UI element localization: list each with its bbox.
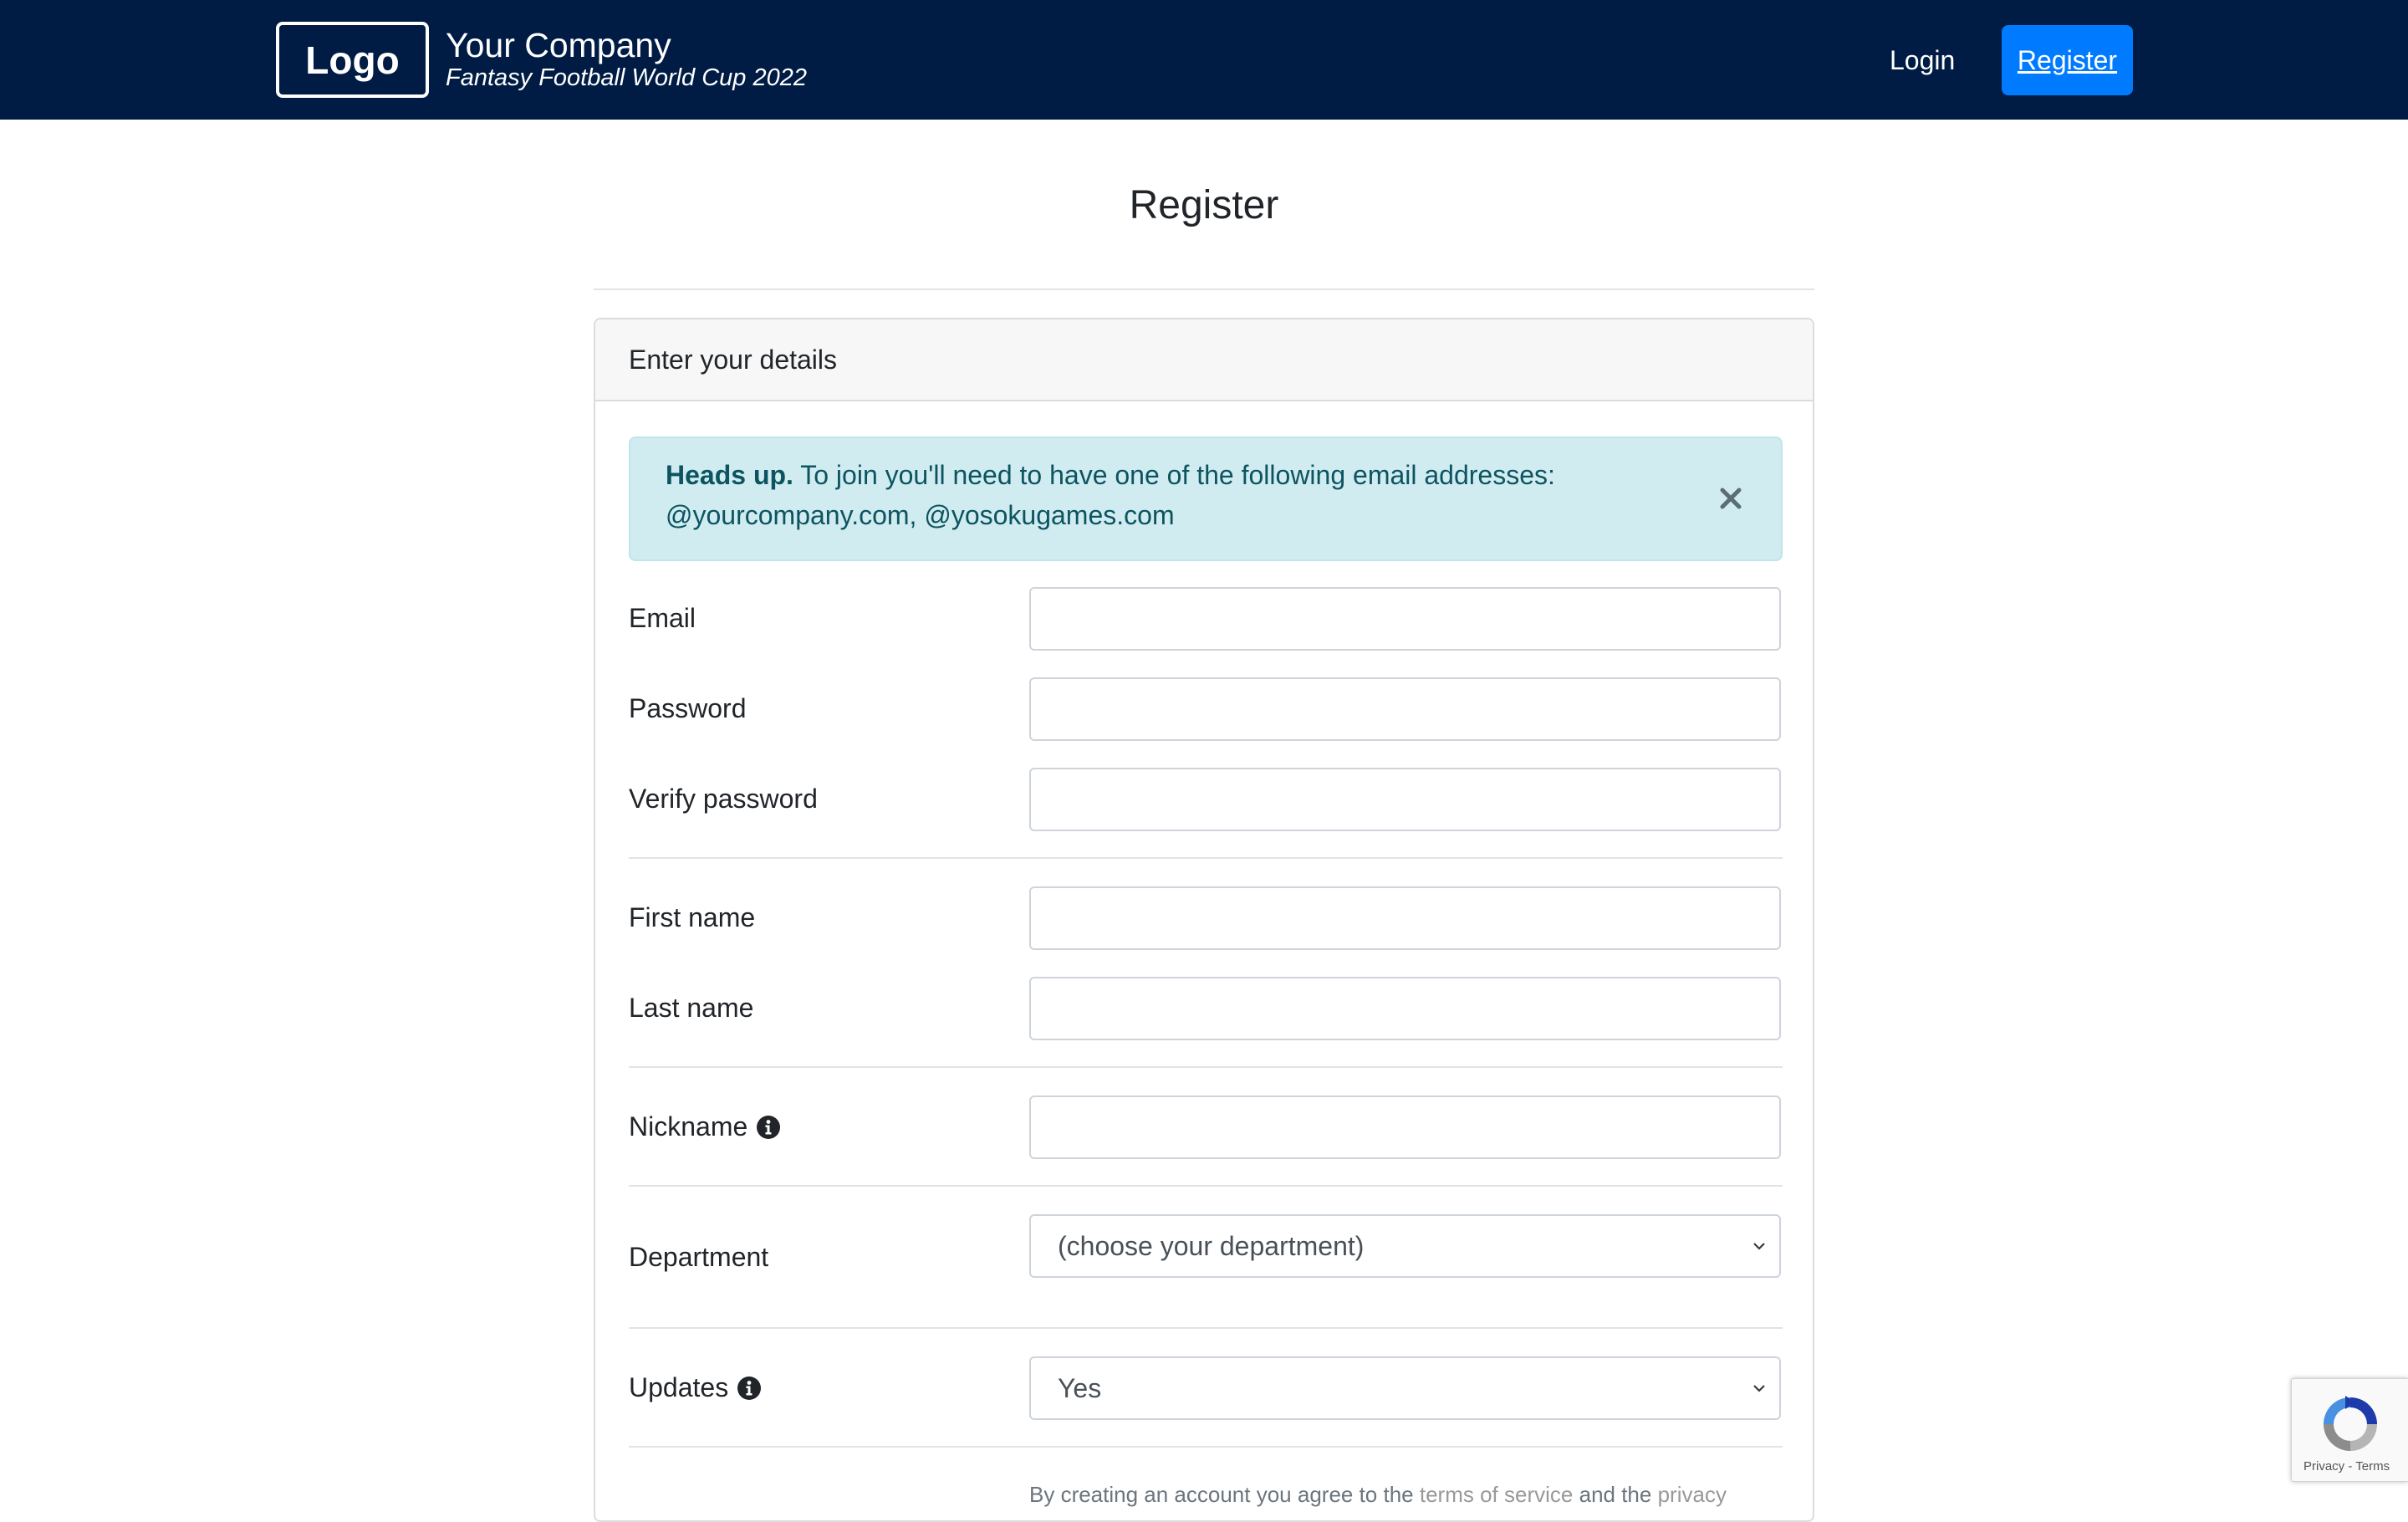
nickname-field[interactable] xyxy=(1029,1096,1781,1159)
nickname-label: Nickname xyxy=(629,1111,781,1142)
recaptcha-privacy-link[interactable]: Privacy xyxy=(2303,1459,2345,1473)
terms-notice: By creating an account you agree to the terms of service and the privacy xyxy=(1029,1482,1727,1507)
alert-heading: Heads up. xyxy=(666,460,793,490)
chevron-down-icon xyxy=(1749,1236,1769,1256)
email-field[interactable] xyxy=(1029,587,1781,651)
recaptcha-links: Privacy - Terms xyxy=(2303,1459,2390,1473)
recaptcha-badge[interactable] xyxy=(2291,1378,2408,1482)
title-divider xyxy=(594,289,1814,290)
info-icon[interactable] xyxy=(737,1376,762,1401)
updates-label: Updates xyxy=(629,1372,762,1403)
card-header xyxy=(595,319,1813,401)
department-select[interactable] xyxy=(1029,1214,1781,1278)
login-link[interactable]: Login xyxy=(1890,45,1956,75)
password-field[interactable] xyxy=(1029,677,1781,741)
form-divider xyxy=(629,1327,1783,1329)
verify-password-label: Verify password xyxy=(629,784,818,814)
form-divider xyxy=(629,857,1783,859)
terms-of-service-link[interactable]: terms of service xyxy=(1419,1482,1574,1507)
privacy-link[interactable]: privacy xyxy=(1657,1482,1727,1507)
password-label: Password xyxy=(629,693,747,723)
department-label: Department xyxy=(629,1242,769,1272)
email-label: Email xyxy=(629,603,696,633)
updates-select[interactable] xyxy=(1029,1356,1781,1420)
logo[interactable]: Logo xyxy=(276,22,429,98)
form-divider xyxy=(629,1446,1783,1448)
info-alert xyxy=(629,437,1783,561)
chevron-down-icon xyxy=(1749,1378,1769,1398)
recaptcha-icon xyxy=(2317,1391,2384,1458)
register-card xyxy=(594,318,1814,1522)
verify-password-field[interactable] xyxy=(1029,768,1781,831)
recaptcha-terms-link[interactable]: Terms xyxy=(2355,1459,2390,1473)
brand-name: Your Company xyxy=(446,26,671,64)
navbar xyxy=(0,0,2408,120)
form-divider xyxy=(629,1066,1783,1068)
register-button[interactable]: Register xyxy=(2002,25,2133,95)
card-header-title: Enter your details xyxy=(629,345,838,375)
department-selected: (choose your department) xyxy=(1058,1230,1365,1261)
brand-subtitle: Fantasy Football World Cup 2022 xyxy=(446,64,807,91)
alert-message: To join you'll need to have one of the following email addresses: @yourcompany.com, @yosokugames.com xyxy=(666,460,1555,530)
first-name-field[interactable] xyxy=(1029,886,1781,950)
last-name-field[interactable] xyxy=(1029,977,1781,1040)
form-divider xyxy=(629,1185,1783,1187)
page-title: Register xyxy=(1129,183,1279,227)
updates-selected: Yes xyxy=(1058,1372,1102,1403)
first-name-label: First name xyxy=(629,902,756,932)
last-name-label: Last name xyxy=(629,993,754,1023)
info-icon[interactable] xyxy=(756,1115,781,1140)
close-icon[interactable] xyxy=(1714,480,1747,513)
